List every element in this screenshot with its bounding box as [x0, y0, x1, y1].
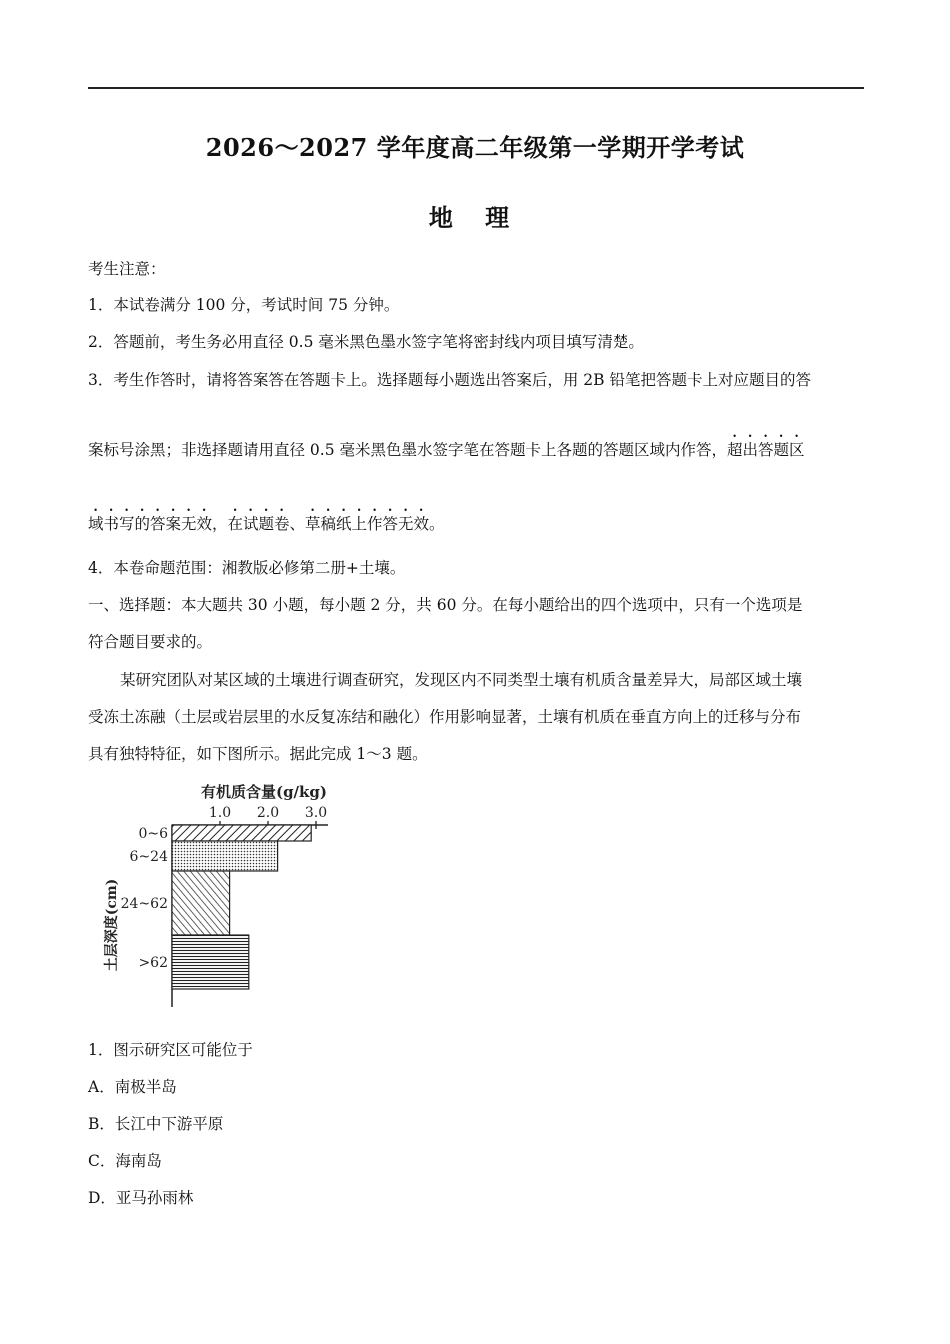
question-1-option-b: B．长江中下游平原 — [88, 1115, 224, 1133]
notice-header: 考生注意： — [88, 260, 166, 278]
category-label: 24~62 — [120, 896, 168, 912]
notice-item-3-line-3 — [88, 506, 445, 534]
category-label: 0~6 — [138, 826, 168, 842]
section-heading-line-2: 符合题目要求的。 — [88, 633, 213, 651]
soil-organic-matter-chart — [96, 775, 336, 1015]
notice-item-1: 1．本试卷满分 100 分，考试时间 75 分钟。 — [88, 296, 400, 314]
notice-item-3-line-1: 3．考生作答时，请将答案答在答题卡上。选择题每小题选出答案后，用 2B 铅笔把答题卡上对应题目的答 — [88, 371, 811, 389]
bar-3 — [172, 871, 230, 935]
bar-2 — [172, 841, 278, 871]
x-tick-label: 1.0 — [208, 805, 232, 821]
emphasis-text: 超出答题区 — [727, 441, 805, 459]
category-label: >62 — [138, 955, 168, 971]
passage-line-2: 受冻土冻融（土层或岩层里的水反复冻结和融化）作用影响显著，土壤有机质在垂直方向上的迁移与分布 — [88, 708, 802, 726]
question-1-option-a: A．南极半岛 — [88, 1078, 177, 1096]
x-tick-label: 3.0 — [304, 805, 328, 821]
question-1-option-d: D．亚马孙雨林 — [88, 1189, 194, 1207]
passage-line-1: 某研究团队对某区域的土壤进行调查研究，发现区内不同类型土壤有机质含量差异大，局部区域土壤 — [120, 671, 803, 689]
notice-item-4: 4．本卷命题范围：湘教版必修第二册+土壤。 — [88, 559, 406, 577]
notice-item-3-line-3-end: 。 — [429, 515, 445, 533]
notice-item-3-line-2-text: 案标号涂黑；非选择题请用直径 0.5 毫米黑色墨水签字笔在答题卡上各题的答题区域内作答， — [88, 441, 728, 459]
exam-subject: 地 理 — [428, 203, 522, 232]
bar-4 — [172, 935, 249, 989]
category-label: 6~24 — [129, 849, 168, 865]
notice-item-2: 2．答题前，考生务必用直径 0.5 毫米黑色墨水签字笔将密封线内项目填写清楚。 — [88, 333, 644, 351]
y-axis-label: 土层深度(cm) — [104, 878, 120, 972]
question-1-stem: 1．图示研究区可能位于 — [88, 1041, 253, 1059]
x-tick-label: 2.0 — [256, 805, 280, 821]
section-heading-line-1: 一、选择题：本大题共 30 小题，每小题 2 分，共 60 分。在每小题给出的四个选项中，只有一个选项是 — [88, 596, 803, 614]
bar-1 — [172, 825, 311, 841]
chart-title: 有机质含量(g/kg) — [200, 783, 328, 801]
top-rule — [88, 87, 864, 89]
emphasis-text: 域书写的答案无效，在试题卷、草稿纸上作答无效 — [88, 515, 430, 533]
exam-title: 2026～2027 学年度高二年级第一学期开学考试 — [205, 133, 745, 162]
question-1-option-c: C．海南岛 — [88, 1152, 162, 1170]
notice-item-3-line-2 — [88, 432, 805, 460]
passage-line-3: 具有独特特征，如下图所示。据此完成 1～3 题。 — [88, 745, 428, 763]
